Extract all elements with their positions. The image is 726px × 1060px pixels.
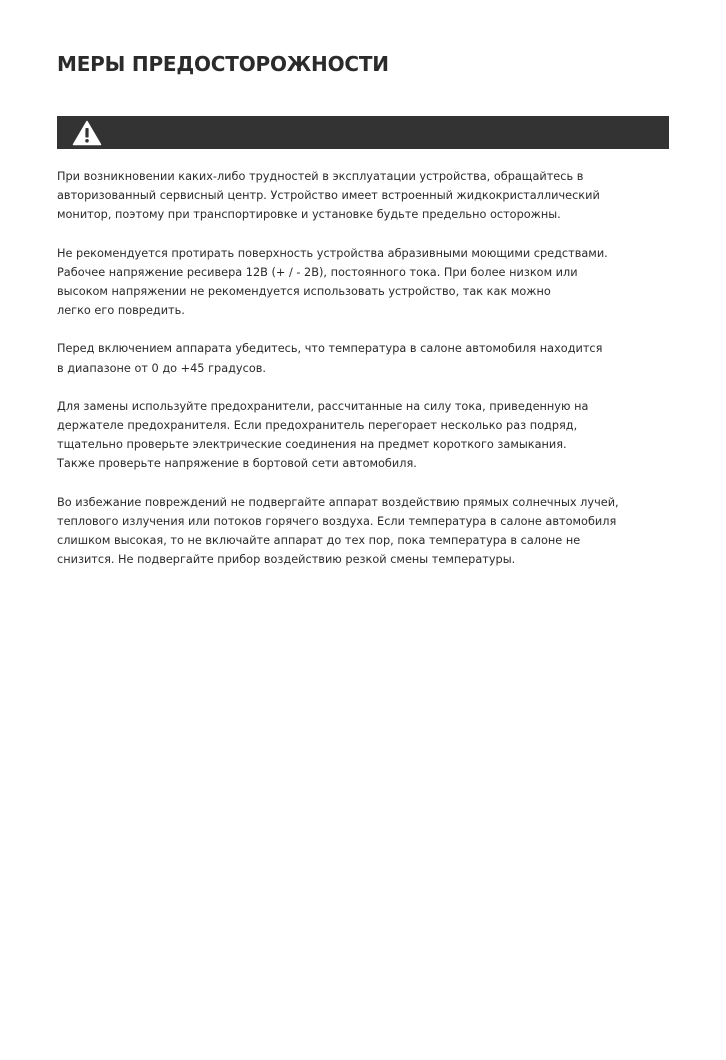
- paragraph-line: Для замены используйте предохранители, рассчитанные на силу тока, приведенную на: [57, 399, 589, 413]
- paragraph-line: Не рекомендуется протирать поверхность устройства абразивными моющими средствами.: [57, 246, 608, 260]
- paragraph-line: Также проверьте напряжение в бортовой сети автомобиля.: [57, 457, 417, 471]
- paragraph-line: теплового излучения или потоков горячего воздуха. Если температура в салоне автомобиля: [57, 514, 617, 528]
- paragraph-line: Перед включением аппарата убедитесь, что температура в салоне автомобиля находится: [57, 342, 603, 356]
- page-title: МЕРЫ ПРЕДОСТОРОЖНОСТИ: [57, 52, 389, 76]
- paragraph-line: легко его повредить.: [57, 304, 185, 318]
- warning-bar: [57, 116, 669, 149]
- paragraph-line: снизится. Не подвергайте прибор воздействию резкой смены температуры.: [57, 553, 516, 567]
- warning-triangle-icon: [72, 120, 102, 146]
- paragraph-line: тщательно проверьте электрические соединения на предмет короткого замыкания.: [57, 438, 567, 452]
- paragraph-line: высоком напряжении не рекомендуется использовать устройство, так как можно: [57, 285, 551, 299]
- precautions-content: [57, 167, 669, 588]
- paragraph-line: слишком высокая, то не включайте аппарат до тех пор, пока температура в салоне не: [57, 534, 581, 548]
- paragraph-sunlight: [57, 493, 669, 570]
- paragraph-line: монитор, поэтому при транспортировке и установке будьте предельно осторожны.: [57, 208, 561, 222]
- paragraph-line: в диапазоне от 0 до +45 градусов.: [57, 361, 266, 375]
- paragraph-voltage: [57, 244, 669, 321]
- paragraph-temperature-range: [57, 339, 669, 377]
- paragraph-line: Во избежание повреждений не подвергайте аппарат воздействию прямых солнечных лучей,: [57, 495, 619, 509]
- paragraph-line: авторизованный сервисный центр. Устройство имеет встроенный жидкокристаллический: [57, 189, 600, 203]
- paragraph-line: При возникновении каких-либо трудностей в эксплуатации устройства, обращайтесь в: [57, 170, 584, 183]
- paragraph-service: [57, 167, 669, 225]
- paragraph-line: Рабочее напряжение ресивера 12В (+ / - 2В), постоянного тока. При более низком или: [57, 265, 578, 279]
- paragraph-line: держателе предохранителя. Если предохранитель перегорает несколько раз подряд,: [57, 419, 578, 433]
- paragraph-fuses: [57, 397, 669, 474]
